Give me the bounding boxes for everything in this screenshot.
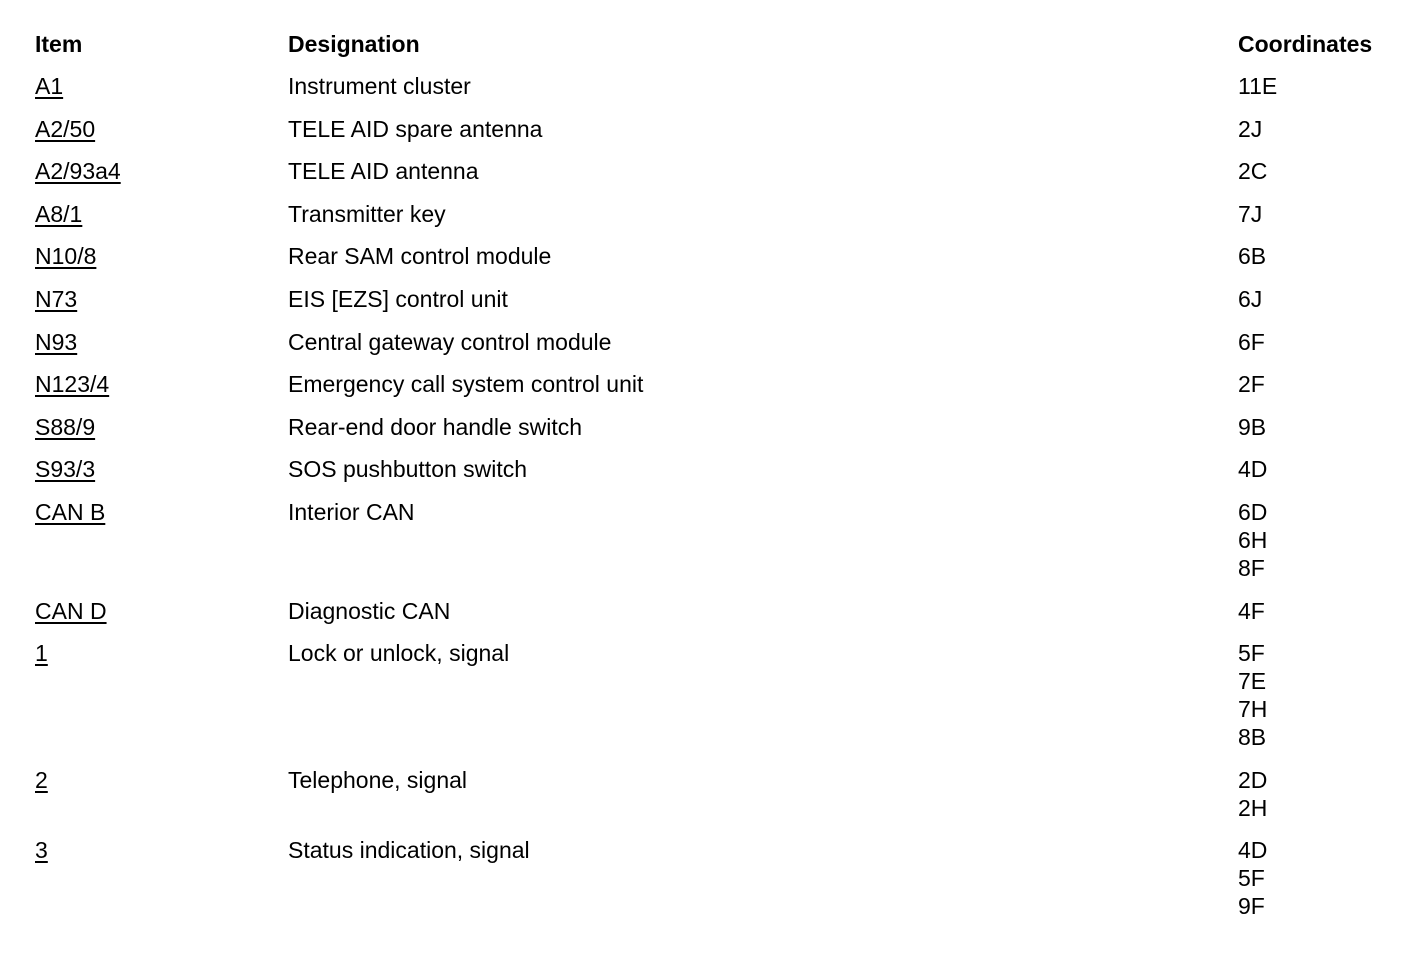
coordinate-value: 2J bbox=[1238, 115, 1263, 142]
coordinate-value: 7E bbox=[1238, 668, 1267, 695]
item-link[interactable]: S88/9 bbox=[35, 413, 96, 440]
designation-cell: Lock or unlock, signal bbox=[288, 640, 510, 667]
item-link[interactable]: A8/1 bbox=[35, 200, 83, 227]
table-row bbox=[35, 413, 1395, 441]
item-cell bbox=[35, 498, 288, 526]
designation-cell: Interior CAN bbox=[288, 498, 415, 525]
legend-rows bbox=[35, 72, 1395, 920]
item-link[interactable]: CAN B bbox=[35, 498, 106, 525]
header-coordinates: Coordinates bbox=[1238, 31, 1373, 57]
coordinates-cell bbox=[1238, 413, 1395, 441]
coordinate-value: 8B bbox=[1238, 724, 1267, 751]
item-cell bbox=[35, 285, 288, 313]
coordinates-cell bbox=[1238, 597, 1395, 625]
item-cell bbox=[35, 597, 288, 625]
header-item: Item bbox=[35, 31, 83, 57]
item-cell bbox=[35, 639, 288, 667]
coordinates-cell bbox=[1238, 370, 1395, 398]
designation-cell: Diagnostic CAN bbox=[288, 597, 451, 624]
coordinates-cell bbox=[1238, 836, 1395, 920]
table-row bbox=[35, 115, 1395, 143]
table-row bbox=[35, 597, 1395, 625]
table-row bbox=[35, 639, 1395, 751]
item-cell bbox=[35, 836, 288, 864]
designation-cell: TELE AID antenna bbox=[288, 158, 479, 185]
designation-cell: Transmitter key bbox=[288, 200, 446, 227]
table-row bbox=[35, 836, 1395, 920]
coordinates-cell bbox=[1238, 285, 1395, 313]
table-row bbox=[35, 498, 1395, 582]
coordinate-value: 6J bbox=[1238, 285, 1263, 312]
coordinate-value: 6D bbox=[1238, 498, 1268, 525]
coordinate-value: 4D bbox=[1238, 837, 1268, 864]
coordinate-value: 2F bbox=[1238, 371, 1265, 398]
designation-cell: EIS [EZS] control unit bbox=[288, 285, 508, 312]
coordinates-cell bbox=[1238, 498, 1395, 582]
item-cell bbox=[35, 328, 288, 356]
coordinate-value: 5F bbox=[1238, 865, 1265, 892]
item-cell bbox=[35, 766, 288, 794]
coordinate-value: 11E bbox=[1238, 73, 1278, 99]
item-link[interactable]: 1 bbox=[35, 640, 48, 667]
header-designation: Designation bbox=[288, 31, 420, 57]
designation-cell: TELE AID spare antenna bbox=[288, 115, 543, 142]
item-cell bbox=[35, 242, 288, 270]
coordinate-value: 6H bbox=[1238, 526, 1268, 553]
coordinate-value: 2H bbox=[1238, 794, 1268, 821]
coordinates-cell bbox=[1238, 115, 1395, 143]
designation-cell: Emergency call system control unit bbox=[288, 371, 644, 398]
designation-cell: Instrument cluster bbox=[288, 73, 471, 99]
item-cell bbox=[35, 200, 288, 228]
item-cell bbox=[35, 370, 288, 398]
coordinate-value: 8F bbox=[1238, 554, 1265, 581]
coordinates-cell bbox=[1238, 200, 1395, 228]
coordinates-cell bbox=[1238, 766, 1395, 822]
coordinate-value: 6F bbox=[1238, 328, 1265, 355]
coordinate-value: 2C bbox=[1238, 158, 1268, 185]
coordinate-value: 6B bbox=[1238, 243, 1267, 270]
coordinate-value: 5F bbox=[1238, 640, 1265, 667]
coordinates-cell bbox=[1238, 328, 1395, 356]
item-link[interactable]: N93 bbox=[35, 328, 78, 355]
table-row bbox=[35, 455, 1395, 483]
item-link[interactable]: N123/4 bbox=[35, 371, 110, 398]
table-row bbox=[35, 157, 1395, 185]
designation-cell: Rear SAM control module bbox=[288, 243, 552, 270]
coordinate-value: 4D bbox=[1238, 456, 1268, 483]
coordinates-cell bbox=[1238, 639, 1395, 751]
designation-cell: Central gateway control module bbox=[288, 328, 612, 355]
item-link[interactable]: A1 bbox=[35, 73, 64, 99]
item-link[interactable]: A2/50 bbox=[35, 115, 96, 142]
item-link[interactable]: 3 bbox=[35, 837, 48, 864]
coordinates-cell bbox=[1238, 72, 1395, 100]
designation-cell: Status indication, signal bbox=[288, 837, 530, 864]
item-cell bbox=[35, 157, 288, 185]
item-cell bbox=[35, 115, 288, 143]
item-link[interactable]: N10/8 bbox=[35, 243, 97, 270]
item-cell bbox=[35, 455, 288, 483]
table-row bbox=[35, 370, 1395, 398]
item-cell bbox=[35, 413, 288, 441]
item-link[interactable]: A2/93a4 bbox=[35, 158, 121, 185]
coordinates-cell bbox=[1238, 157, 1395, 185]
coordinate-value: 7H bbox=[1238, 696, 1268, 723]
table-row bbox=[35, 200, 1395, 228]
item-link[interactable]: 2 bbox=[35, 766, 48, 793]
coordinate-value: 9B bbox=[1238, 413, 1267, 440]
designation-cell: Rear-end door handle switch bbox=[288, 413, 583, 440]
item-cell bbox=[35, 72, 288, 100]
table-row bbox=[35, 72, 1395, 100]
coordinate-value: 4F bbox=[1238, 597, 1265, 624]
coordinate-value: 9F bbox=[1238, 893, 1265, 920]
item-link[interactable]: S93/3 bbox=[35, 456, 96, 483]
table-row bbox=[35, 242, 1395, 270]
table-row bbox=[35, 766, 1395, 822]
coordinates-cell bbox=[1238, 242, 1395, 270]
table-row bbox=[35, 285, 1395, 313]
header-row bbox=[35, 30, 1395, 58]
legend-table bbox=[35, 30, 1395, 935]
coordinate-value: 2D bbox=[1238, 766, 1268, 793]
table-row bbox=[35, 328, 1395, 356]
designation-cell: SOS pushbutton switch bbox=[288, 456, 528, 483]
item-link[interactable]: CAN D bbox=[35, 597, 107, 624]
coordinate-value: 7J bbox=[1238, 200, 1263, 227]
coordinates-cell bbox=[1238, 455, 1395, 483]
item-link[interactable]: N73 bbox=[35, 285, 78, 312]
designation-cell: Telephone, signal bbox=[288, 766, 468, 793]
